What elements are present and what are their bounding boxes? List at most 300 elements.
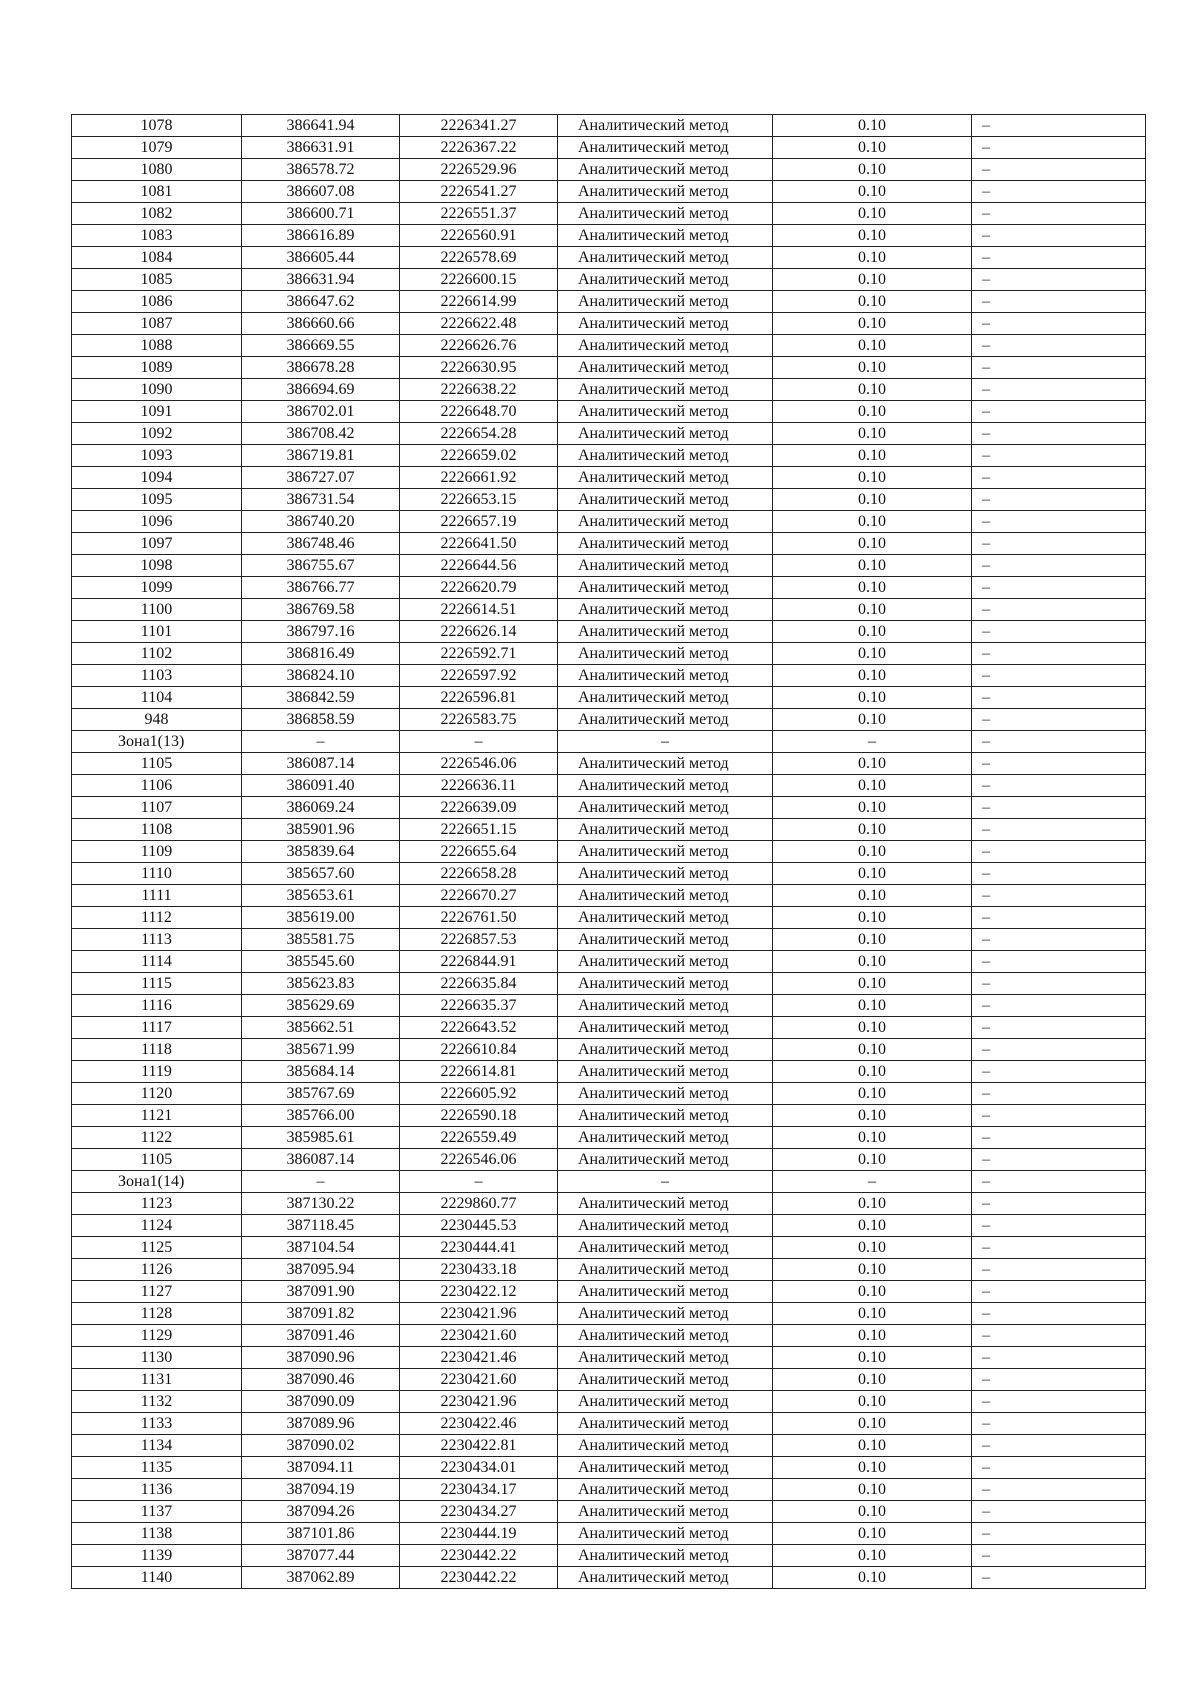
point-number-cell: 1110 [72, 863, 242, 885]
point-number-cell: 1101 [72, 621, 242, 643]
accuracy-cell: 0.10 [773, 379, 972, 401]
accuracy-cell: 0.10 [773, 159, 972, 181]
point-number-cell: 1131 [72, 1369, 242, 1391]
note-cell: – [972, 885, 1146, 907]
table-row [72, 1523, 1146, 1545]
method-cell: Аналитический метод [558, 797, 773, 819]
point-number-cell: 1114 [72, 951, 242, 973]
note-cell: – [972, 247, 1146, 269]
note-cell: – [972, 137, 1146, 159]
point-number-cell: 1082 [72, 203, 242, 225]
note-cell: – [972, 907, 1146, 929]
method-cell: Аналитический метод [558, 973, 773, 995]
y-coordinate-cell: 2226583.75 [400, 709, 558, 731]
y-coordinate-cell: 2230444.41 [400, 1237, 558, 1259]
y-coordinate-cell: 2226622.48 [400, 313, 558, 335]
x-coordinate-cell: 385767.69 [242, 1083, 400, 1105]
accuracy-cell: 0.10 [773, 247, 972, 269]
table-row [72, 1457, 1146, 1479]
zone-dash-cell: – [400, 731, 558, 753]
y-coordinate-cell: 2226761.50 [400, 907, 558, 929]
accuracy-cell: 0.10 [773, 665, 972, 687]
x-coordinate-cell: 386647.62 [242, 291, 400, 313]
x-coordinate-cell: 386816.49 [242, 643, 400, 665]
method-cell: Аналитический метод [558, 1127, 773, 1149]
table-row [72, 753, 1146, 775]
note-cell: – [972, 1457, 1146, 1479]
table-row [72, 1303, 1146, 1325]
accuracy-cell: 0.10 [773, 1325, 972, 1347]
note-cell: – [972, 1281, 1146, 1303]
table-row [72, 643, 1146, 665]
x-coordinate-cell: 386578.72 [242, 159, 400, 181]
note-cell: – [972, 753, 1146, 775]
point-number-cell: 1125 [72, 1237, 242, 1259]
note-cell: – [972, 951, 1146, 973]
method-cell: Аналитический метод [558, 995, 773, 1017]
x-coordinate-cell: 386660.66 [242, 313, 400, 335]
method-cell: Аналитический метод [558, 687, 773, 709]
x-coordinate-cell: 386769.58 [242, 599, 400, 621]
note-cell: – [972, 643, 1146, 665]
x-coordinate-cell: 387077.44 [242, 1545, 400, 1567]
y-coordinate-cell: 2226605.92 [400, 1083, 558, 1105]
method-cell: Аналитический метод [558, 1215, 773, 1237]
note-cell: – [972, 357, 1146, 379]
y-coordinate-cell: 2226626.76 [400, 335, 558, 357]
point-number-cell: 1116 [72, 995, 242, 1017]
y-coordinate-cell: 2229860.77 [400, 1193, 558, 1215]
y-coordinate-cell: 2226600.15 [400, 269, 558, 291]
x-coordinate-cell: 385545.60 [242, 951, 400, 973]
method-cell: Аналитический метод [558, 599, 773, 621]
y-coordinate-cell: 2226639.09 [400, 797, 558, 819]
table-row [72, 181, 1146, 203]
x-coordinate-cell: 386740.20 [242, 511, 400, 533]
accuracy-cell: 0.10 [773, 1215, 972, 1237]
y-coordinate-cell: 2226670.27 [400, 885, 558, 907]
note-cell: – [972, 1303, 1146, 1325]
x-coordinate-cell: 386600.71 [242, 203, 400, 225]
table-row [72, 1347, 1146, 1369]
table-row [72, 1193, 1146, 1215]
accuracy-cell: 0.10 [773, 511, 972, 533]
y-coordinate-cell: 2226643.52 [400, 1017, 558, 1039]
x-coordinate-cell: 386727.07 [242, 467, 400, 489]
table-row [72, 467, 1146, 489]
accuracy-cell: 0.10 [773, 445, 972, 467]
x-coordinate-cell: 387094.19 [242, 1479, 400, 1501]
method-cell: Аналитический метод [558, 775, 773, 797]
table-row [72, 775, 1146, 797]
note-cell: – [972, 225, 1146, 247]
note-cell: – [972, 1105, 1146, 1127]
note-cell: – [972, 863, 1146, 885]
method-cell: Аналитический метод [558, 137, 773, 159]
accuracy-cell: 0.10 [773, 1039, 972, 1061]
y-coordinate-cell: 2226610.84 [400, 1039, 558, 1061]
y-coordinate-cell: 2230421.96 [400, 1303, 558, 1325]
y-coordinate-cell: 2226592.71 [400, 643, 558, 665]
method-cell: Аналитический метод [558, 819, 773, 841]
point-number-cell: 1120 [72, 1083, 242, 1105]
y-coordinate-cell: 2226644.56 [400, 555, 558, 577]
note-cell: – [972, 1017, 1146, 1039]
table-row [72, 1127, 1146, 1149]
y-coordinate-cell: 2230421.60 [400, 1369, 558, 1391]
method-cell: Аналитический метод [558, 1237, 773, 1259]
table-row [72, 577, 1146, 599]
accuracy-cell: 0.10 [773, 137, 972, 159]
point-number-cell: 1122 [72, 1127, 242, 1149]
y-coordinate-cell: 2226626.14 [400, 621, 558, 643]
note-cell: – [972, 533, 1146, 555]
accuracy-cell: 0.10 [773, 1391, 972, 1413]
y-coordinate-cell: 2226614.81 [400, 1061, 558, 1083]
accuracy-cell: 0.10 [773, 489, 972, 511]
method-cell: Аналитический метод [558, 643, 773, 665]
y-coordinate-cell: 2226614.99 [400, 291, 558, 313]
x-coordinate-cell: 385653.61 [242, 885, 400, 907]
accuracy-cell: 0.10 [773, 599, 972, 621]
y-coordinate-cell: 2230434.01 [400, 1457, 558, 1479]
zone-dash-cell: – [558, 1171, 773, 1193]
table-row [72, 269, 1146, 291]
table-row [72, 445, 1146, 467]
accuracy-cell: 0.10 [773, 401, 972, 423]
accuracy-cell: 0.10 [773, 577, 972, 599]
y-coordinate-cell: 2226597.92 [400, 665, 558, 687]
point-number-cell: 1113 [72, 929, 242, 951]
table-row [72, 1567, 1146, 1589]
point-number-cell: 1092 [72, 423, 242, 445]
y-coordinate-cell: 2226541.27 [400, 181, 558, 203]
point-number-cell: 1084 [72, 247, 242, 269]
accuracy-cell: 0.10 [773, 687, 972, 709]
table-row [72, 203, 1146, 225]
table-row [72, 313, 1146, 335]
y-coordinate-cell: 2226657.19 [400, 511, 558, 533]
x-coordinate-cell: 385581.75 [242, 929, 400, 951]
table-row [72, 511, 1146, 533]
table-row [72, 291, 1146, 313]
zone-dash-cell: – [972, 731, 1146, 753]
note-cell: – [972, 445, 1146, 467]
point-number-cell: 1128 [72, 1303, 242, 1325]
x-coordinate-cell: 386731.54 [242, 489, 400, 511]
method-cell: Аналитический метод [558, 1149, 773, 1171]
point-number-cell: 1096 [72, 511, 242, 533]
table-row [72, 533, 1146, 555]
accuracy-cell: 0.10 [773, 467, 972, 489]
zone-header-row [72, 731, 1146, 753]
note-cell: – [972, 775, 1146, 797]
point-number-cell: 1138 [72, 1523, 242, 1545]
note-cell: – [972, 687, 1146, 709]
note-cell: – [972, 621, 1146, 643]
coordinates-table [71, 114, 1146, 1589]
zone-label: Зона1(13) [72, 731, 242, 753]
note-cell: – [972, 1523, 1146, 1545]
x-coordinate-cell: 387094.26 [242, 1501, 400, 1523]
method-cell: Аналитический метод [558, 929, 773, 951]
x-coordinate-cell: 386631.91 [242, 137, 400, 159]
x-coordinate-cell: 386605.44 [242, 247, 400, 269]
point-number-cell: 948 [72, 709, 242, 731]
method-cell: Аналитический метод [558, 247, 773, 269]
method-cell: Аналитический метод [558, 291, 773, 313]
accuracy-cell: 0.10 [773, 1457, 972, 1479]
y-coordinate-cell: 2226560.91 [400, 225, 558, 247]
method-cell: Аналитический метод [558, 269, 773, 291]
point-number-cell: 1090 [72, 379, 242, 401]
table-row [72, 1325, 1146, 1347]
method-cell: Аналитический метод [558, 1061, 773, 1083]
note-cell: – [972, 159, 1146, 181]
point-number-cell: 1117 [72, 1017, 242, 1039]
note-cell: – [972, 181, 1146, 203]
method-cell: Аналитический метод [558, 379, 773, 401]
x-coordinate-cell: 386702.01 [242, 401, 400, 423]
point-number-cell: 1099 [72, 577, 242, 599]
x-coordinate-cell: 386694.69 [242, 379, 400, 401]
y-coordinate-cell: 2226341.27 [400, 115, 558, 137]
method-cell: Аналитический метод [558, 357, 773, 379]
x-coordinate-cell: 387091.46 [242, 1325, 400, 1347]
x-coordinate-cell: 386748.46 [242, 533, 400, 555]
point-number-cell: 1119 [72, 1061, 242, 1083]
zone-dash-cell: – [972, 1171, 1146, 1193]
table-row [72, 1017, 1146, 1039]
method-cell: Аналитический метод [558, 225, 773, 247]
x-coordinate-cell: 385766.00 [242, 1105, 400, 1127]
point-number-cell: 1130 [72, 1347, 242, 1369]
note-cell: – [972, 423, 1146, 445]
x-coordinate-cell: 386755.67 [242, 555, 400, 577]
x-coordinate-cell: 386842.59 [242, 687, 400, 709]
x-coordinate-cell: 387090.02 [242, 1435, 400, 1457]
table-row [72, 1061, 1146, 1083]
point-number-cell: 1083 [72, 225, 242, 247]
note-cell: – [972, 1435, 1146, 1457]
table-row [72, 401, 1146, 423]
note-cell: – [972, 401, 1146, 423]
table-row [72, 555, 1146, 577]
note-cell: – [972, 1061, 1146, 1083]
table-row [72, 1281, 1146, 1303]
x-coordinate-cell: 387091.82 [242, 1303, 400, 1325]
accuracy-cell: 0.10 [773, 1127, 972, 1149]
note-cell: – [972, 1391, 1146, 1413]
y-coordinate-cell: 2226630.95 [400, 357, 558, 379]
x-coordinate-cell: 386824.10 [242, 665, 400, 687]
point-number-cell: 1115 [72, 973, 242, 995]
accuracy-cell: 0.10 [773, 1193, 972, 1215]
method-cell: Аналитический метод [558, 181, 773, 203]
point-number-cell: 1097 [72, 533, 242, 555]
method-cell: Аналитический метод [558, 621, 773, 643]
method-cell: Аналитический метод [558, 577, 773, 599]
y-coordinate-cell: 2226578.69 [400, 247, 558, 269]
accuracy-cell: 0.10 [773, 423, 972, 445]
table-row [72, 973, 1146, 995]
method-cell: Аналитический метод [558, 423, 773, 445]
point-number-cell: 1137 [72, 1501, 242, 1523]
method-cell: Аналитический метод [558, 1281, 773, 1303]
method-cell: Аналитический метод [558, 533, 773, 555]
y-coordinate-cell: 2226653.15 [400, 489, 558, 511]
table-row [72, 1479, 1146, 1501]
zone-dash-cell: – [773, 731, 972, 753]
point-number-cell: 1089 [72, 357, 242, 379]
accuracy-cell: 0.10 [773, 1347, 972, 1369]
table-row [72, 709, 1146, 731]
x-coordinate-cell: 386669.55 [242, 335, 400, 357]
x-coordinate-cell: 386858.59 [242, 709, 400, 731]
note-cell: – [972, 995, 1146, 1017]
method-cell: Аналитический метод [558, 863, 773, 885]
method-cell: Аналитический метод [558, 951, 773, 973]
note-cell: – [972, 269, 1146, 291]
y-coordinate-cell: 2226551.37 [400, 203, 558, 225]
table-row [72, 885, 1146, 907]
accuracy-cell: 0.10 [773, 1435, 972, 1457]
zone-dash-cell: – [400, 1171, 558, 1193]
table-row [72, 489, 1146, 511]
method-cell: Аналитический метод [558, 709, 773, 731]
x-coordinate-cell: 385839.64 [242, 841, 400, 863]
point-number-cell: 1105 [72, 753, 242, 775]
note-cell: – [972, 467, 1146, 489]
y-coordinate-cell: 2230422.81 [400, 1435, 558, 1457]
table-row [72, 841, 1146, 863]
method-cell: Аналитический метод [558, 1039, 773, 1061]
table-row [72, 797, 1146, 819]
y-coordinate-cell: 2226638.22 [400, 379, 558, 401]
x-coordinate-cell: 387090.96 [242, 1347, 400, 1369]
x-coordinate-cell: 387095.94 [242, 1259, 400, 1281]
note-cell: – [972, 1545, 1146, 1567]
point-number-cell: 1124 [72, 1215, 242, 1237]
table-row [72, 1501, 1146, 1523]
method-cell: Аналитический метод [558, 1391, 773, 1413]
point-number-cell: 1085 [72, 269, 242, 291]
zone-header-row [72, 1171, 1146, 1193]
method-cell: Аналитический метод [558, 1303, 773, 1325]
x-coordinate-cell: 387089.96 [242, 1413, 400, 1435]
note-cell: – [972, 1369, 1146, 1391]
note-cell: – [972, 1259, 1146, 1281]
accuracy-cell: 0.10 [773, 907, 972, 929]
method-cell: Аналитический метод [558, 1325, 773, 1347]
table-row [72, 687, 1146, 709]
table-row [72, 1105, 1146, 1127]
x-coordinate-cell: 387101.86 [242, 1523, 400, 1545]
point-number-cell: 1079 [72, 137, 242, 159]
point-number-cell: 1091 [72, 401, 242, 423]
point-number-cell: 1121 [72, 1105, 242, 1127]
y-coordinate-cell: 2230421.60 [400, 1325, 558, 1347]
method-cell: Аналитический метод [558, 1369, 773, 1391]
table-row [72, 907, 1146, 929]
zone-dash-cell: – [242, 1171, 400, 1193]
accuracy-cell: 0.10 [773, 335, 972, 357]
x-coordinate-cell: 385623.83 [242, 973, 400, 995]
table-row [72, 137, 1146, 159]
accuracy-cell: 0.10 [773, 1479, 972, 1501]
x-coordinate-cell: 385671.99 [242, 1039, 400, 1061]
y-coordinate-cell: 2226659.02 [400, 445, 558, 467]
note-cell: – [972, 1325, 1146, 1347]
note-cell: – [972, 1039, 1146, 1061]
x-coordinate-cell: 387090.09 [242, 1391, 400, 1413]
method-cell: Аналитический метод [558, 1083, 773, 1105]
table-row [72, 621, 1146, 643]
accuracy-cell: 0.10 [773, 1149, 972, 1171]
point-number-cell: 1081 [72, 181, 242, 203]
table-row [72, 995, 1146, 1017]
accuracy-cell: 0.10 [773, 753, 972, 775]
x-coordinate-cell: 386069.24 [242, 797, 400, 819]
y-coordinate-cell: 2226655.64 [400, 841, 558, 863]
point-number-cell: 1080 [72, 159, 242, 181]
method-cell: Аналитический метод [558, 489, 773, 511]
point-number-cell: 1111 [72, 885, 242, 907]
y-coordinate-cell: 2226658.28 [400, 863, 558, 885]
method-cell: Аналитический метод [558, 1259, 773, 1281]
method-cell: Аналитический метод [558, 885, 773, 907]
y-coordinate-cell: 2226844.91 [400, 951, 558, 973]
point-number-cell: 1129 [72, 1325, 242, 1347]
x-coordinate-cell: 385684.14 [242, 1061, 400, 1083]
table-row [72, 1545, 1146, 1567]
method-cell: Аналитический метод [558, 467, 773, 489]
point-number-cell: 1135 [72, 1457, 242, 1479]
point-number-cell: 1123 [72, 1193, 242, 1215]
accuracy-cell: 0.10 [773, 1017, 972, 1039]
zone-dash-cell: – [242, 731, 400, 753]
accuracy-cell: 0.10 [773, 951, 972, 973]
accuracy-cell: 0.10 [773, 1061, 972, 1083]
y-coordinate-cell: 2226590.18 [400, 1105, 558, 1127]
method-cell: Аналитический метод [558, 1435, 773, 1457]
y-coordinate-cell: 2226651.15 [400, 819, 558, 841]
y-coordinate-cell: 2230421.96 [400, 1391, 558, 1413]
point-number-cell: 1134 [72, 1435, 242, 1457]
method-cell: Аналитический метод [558, 841, 773, 863]
accuracy-cell: 0.10 [773, 1083, 972, 1105]
x-coordinate-cell: 387118.45 [242, 1215, 400, 1237]
table-row [72, 1369, 1146, 1391]
x-coordinate-cell: 386719.81 [242, 445, 400, 467]
accuracy-cell: 0.10 [773, 995, 972, 1017]
point-number-cell: 1106 [72, 775, 242, 797]
accuracy-cell: 0.10 [773, 1567, 972, 1589]
accuracy-cell: 0.10 [773, 225, 972, 247]
method-cell: Аналитический метод [558, 1347, 773, 1369]
accuracy-cell: 0.10 [773, 1413, 972, 1435]
y-coordinate-cell: 2230434.27 [400, 1501, 558, 1523]
accuracy-cell: 0.10 [773, 797, 972, 819]
table-row [72, 1237, 1146, 1259]
x-coordinate-cell: 387130.22 [242, 1193, 400, 1215]
method-cell: Аналитический метод [558, 665, 773, 687]
x-coordinate-cell: 386708.42 [242, 423, 400, 445]
y-coordinate-cell: 2226857.53 [400, 929, 558, 951]
method-cell: Аналитический метод [558, 1479, 773, 1501]
point-number-cell: 1088 [72, 335, 242, 357]
method-cell: Аналитический метод [558, 335, 773, 357]
